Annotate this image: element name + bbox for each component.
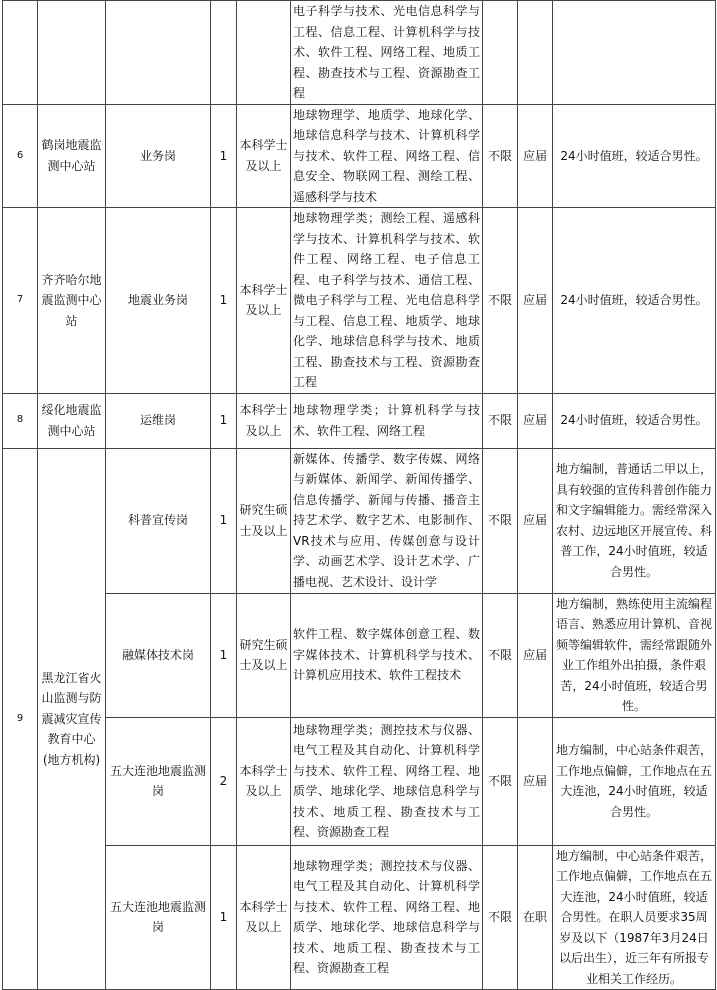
cell-education: 本科学士及以上 — [237, 717, 291, 845]
cell-major: 地球物理学类；测控技术与仪器、电气工程及其自动化、计算机科学与技术、软件工程、网络工程、地质学、地球化学、地球信息科学与技术、地质工程、勘查技术与工程、资源勘查工程 — [291, 717, 483, 845]
cell-unit: 黑龙江省火山监测与防震减灾宣传教育中心(地方机构) — [38, 448, 106, 990]
cell-status: 应届 — [518, 104, 553, 208]
cell-unit — [38, 1, 106, 105]
cell-age: 不限 — [483, 393, 518, 448]
cell-status: 在职 — [518, 845, 553, 990]
cell-count — [211, 1, 237, 105]
cell-education: 研究生硕士及以上 — [237, 593, 291, 717]
cell-education: 研究生硕士及以上 — [237, 448, 291, 593]
cell-age: 不限 — [483, 845, 518, 990]
cell-status — [518, 1, 553, 105]
cell-age: 不限 — [483, 593, 518, 717]
cell-status: 应届 — [518, 393, 553, 448]
cell-no: 6 — [3, 104, 38, 208]
cell-education — [237, 1, 291, 105]
cell-position: 业务岗 — [106, 104, 211, 208]
table-row — [3, 1, 716, 105]
cell-no — [3, 1, 38, 105]
recruitment-table — [2, 0, 716, 990]
cell-no: 8 — [3, 393, 38, 448]
cell-age: 不限 — [483, 104, 518, 208]
cell-status: 应届 — [518, 448, 553, 593]
cell-age: 不限 — [483, 717, 518, 845]
table-row — [3, 104, 716, 208]
cell-position: 五大连池地震监测岗 — [106, 845, 211, 990]
cell-position: 科普宣传岗 — [106, 448, 211, 593]
cell-major: 地球物理学类；测绘工程、遥感科学与技术、计算机科学与技术、软件工程、网络工程、电子信息工程、电子科学与技术、通信工程、微电子科学与工程、光电信息科学与工程、信息工程、地质学、地球化学、地球信息科学与技术、地质工程、勘查技术与工程、资源勘查工程 — [291, 208, 483, 394]
cell-count: 1 — [211, 208, 237, 394]
cell-position: 地震业务岗 — [106, 208, 211, 394]
table-row — [3, 717, 716, 845]
table-row — [3, 845, 716, 990]
cell-note: 地方编制，中心站条件艰苦，工作地点偏僻，工作地点在五大连池，24小时值班，较适合男性。在职人员要求35周岁及以下（1987年3月24日以后出生），近三年有所报专业相关工作经历。 — [553, 845, 716, 990]
cell-note: 24小时值班，较适合男性。 — [553, 208, 716, 394]
cell-note: 地方编制，中心站条件艰苦，工作地点偏僻，工作地点在五大连池，24小时值班，较适合男性。 — [553, 717, 716, 845]
cell-count: 1 — [211, 845, 237, 990]
cell-count: 1 — [211, 593, 237, 717]
cell-major: 软件工程、数字媒体创意工程、数字媒体技术、计算机科学与技术、计算机应用技术、软件工程技术 — [291, 593, 483, 717]
cell-age: 不限 — [483, 208, 518, 394]
cell-education: 本科学士及以上 — [237, 104, 291, 208]
cell-education: 本科学士及以上 — [237, 393, 291, 448]
cell-major: 地球物理学类；计算机科学与技术、软件工程、网络工程 — [291, 393, 483, 448]
cell-status: 应届 — [518, 717, 553, 845]
cell-count: 1 — [211, 393, 237, 448]
cell-education: 本科学士及以上 — [237, 208, 291, 394]
cell-major: 电子科学与技术、光电信息科学与工程、信息工程、计算机科学与技术、软件工程、网络工程、地质工程、勘查技术与工程、资源勘查工程 — [291, 1, 483, 105]
table-row — [3, 448, 716, 593]
table-row — [3, 208, 716, 394]
cell-major: 地球物理学类；测控技术与仪器、电气工程及其自动化、计算机科学与技术、软件工程、网络工程、地质学、地球化学、地球信息科学与技术、地质工程、勘查技术与工程、资源勘查工程 — [291, 845, 483, 990]
cell-position: 运维岗 — [106, 393, 211, 448]
cell-count: 1 — [211, 448, 237, 593]
cell-unit: 绥化地震监测中心站 — [38, 393, 106, 448]
cell-note: 地方编制，熟练使用主流编程语言、熟悉应用计算机、音视频等编辑软件，需经常跟随外业工作组外出拍摄，条件艰苦，24小时值班，较适合男性。 — [553, 593, 716, 717]
cell-major: 新媒体、传播学、数字传媒、网络与新媒体、新闻学、新闻传播学、信息传播学、新闻与传播、播音主持艺术学、数字艺术、电影制作、VR技术与应用、传媒创意与设计学、动画艺术学、设计艺术学、广播电视、艺术设计、设计学 — [291, 448, 483, 593]
cell-no: 7 — [3, 208, 38, 394]
cell-education: 本科学士及以上 — [237, 845, 291, 990]
cell-major: 地球物理学、地质学、地球化学、地球信息科学与技术、计算机科学与技术、软件工程、网络工程、信息安全、物联网工程、测绘工程、遥感科学与技术 — [291, 104, 483, 208]
table-row — [3, 393, 716, 448]
cell-count: 1 — [211, 104, 237, 208]
cell-unit: 齐齐哈尔地震监测中心站 — [38, 208, 106, 394]
cell-position: 五大连池地震监测岗 — [106, 717, 211, 845]
cell-note — [553, 1, 716, 105]
cell-note: 24小时值班，较适合男性。 — [553, 104, 716, 208]
cell-age: 不限 — [483, 448, 518, 593]
cell-note: 地方编制，普通话二甲以上，具有较强的宣传科普创作能力和文字编辑能力。需经常深入农村、边远地区开展宣传、科普工作，24小时值班，较适合男性。 — [553, 448, 716, 593]
cell-status: 应届 — [518, 208, 553, 394]
cell-status: 应届 — [518, 593, 553, 717]
cell-note: 24小时值班，较适合男性。 — [553, 393, 716, 448]
cell-position — [106, 1, 211, 105]
cell-position: 融媒体技术岗 — [106, 593, 211, 717]
table-row — [3, 593, 716, 717]
cell-age — [483, 1, 518, 105]
cell-unit: 鹤岗地震监测中心站 — [38, 104, 106, 208]
cell-no: 9 — [3, 448, 38, 990]
cell-count: 2 — [211, 717, 237, 845]
